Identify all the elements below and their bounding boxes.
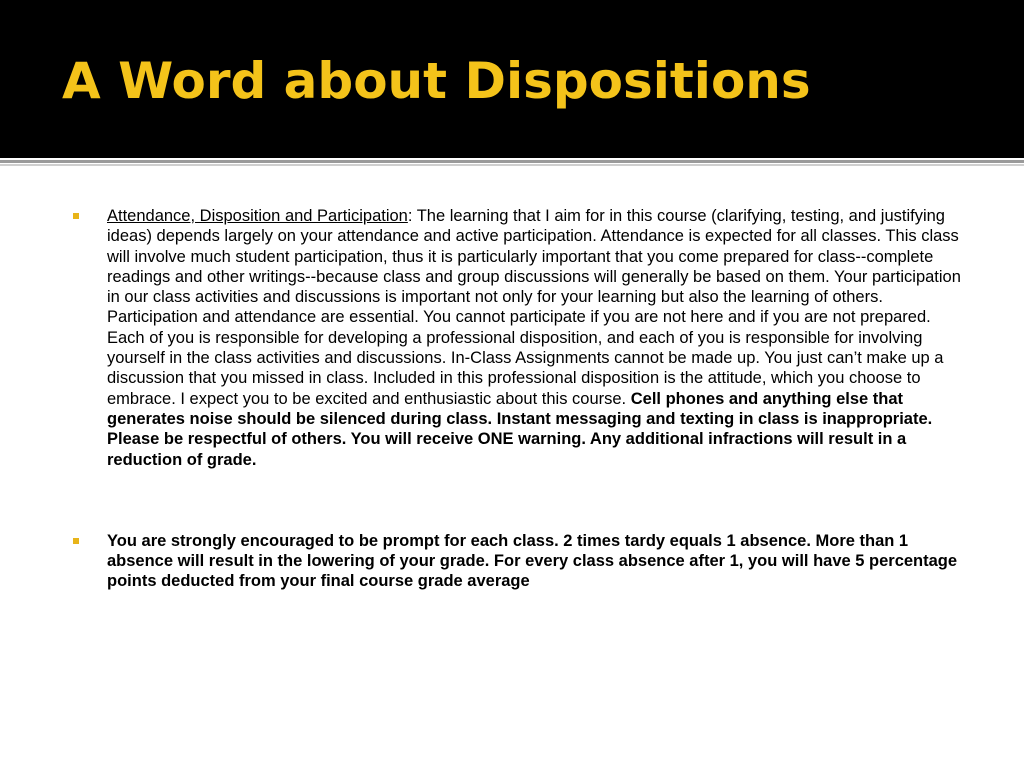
title-divider xyxy=(0,160,1024,163)
bullet-body-text: : The learning that I aim for in this course (clarifying, testing, and justifying ideas) depends largely on your attendance and active participation. Attendance is expected for all classes. This class will involve much student participation, thus it is particularly important that you come prepared for class--complete readings and other writings--because class and group discussions will generally be based on them. Your participation in our class activities and discussions is important not only for your learning but also the learning of others. Participation and attendance are essential. You cannot participate if you are not here and if you are not prepared. Each of you is responsible for developing a professional disposition, and each of you is responsible for involving yourself in the class activities and discussions. In-Class Assignments cannot be made up. You just can’t make up a discussion that you missed in class. Included in this professional disposition is the attitude, which you choose to embrace. I expect you to be excited and enthusiastic about this course. xyxy=(107,207,961,408)
square-bullet-icon xyxy=(73,213,79,219)
bullet-emphasis-text: Cell phones and anything else that generates noise should be silenced during class. Instant messaging and texting in class is inappropriate. Please be respectful of others. You will receive ONE warning. Any additional infractions will result in a reduction of grade. xyxy=(107,389,933,469)
title-divider-light xyxy=(0,164,1024,166)
bullet-attendance xyxy=(70,206,970,470)
slide-title: A Word about Dispositions xyxy=(62,52,811,110)
title-bar xyxy=(0,0,1024,158)
bullet-tardiness xyxy=(70,531,970,592)
bullet-emphasis-text: You are strongly encouraged to be prompt for each class. 2 times tardy equals 1 absence. More than 1 absence will result in the lowering of your grade. For every class absence after 1, you will have 5 percentage points deducted from your final course grade average xyxy=(107,531,958,591)
square-bullet-icon xyxy=(73,538,79,544)
bullet-list xyxy=(70,206,970,592)
bullet-heading: Attendance, Disposition and Participation xyxy=(107,207,408,225)
